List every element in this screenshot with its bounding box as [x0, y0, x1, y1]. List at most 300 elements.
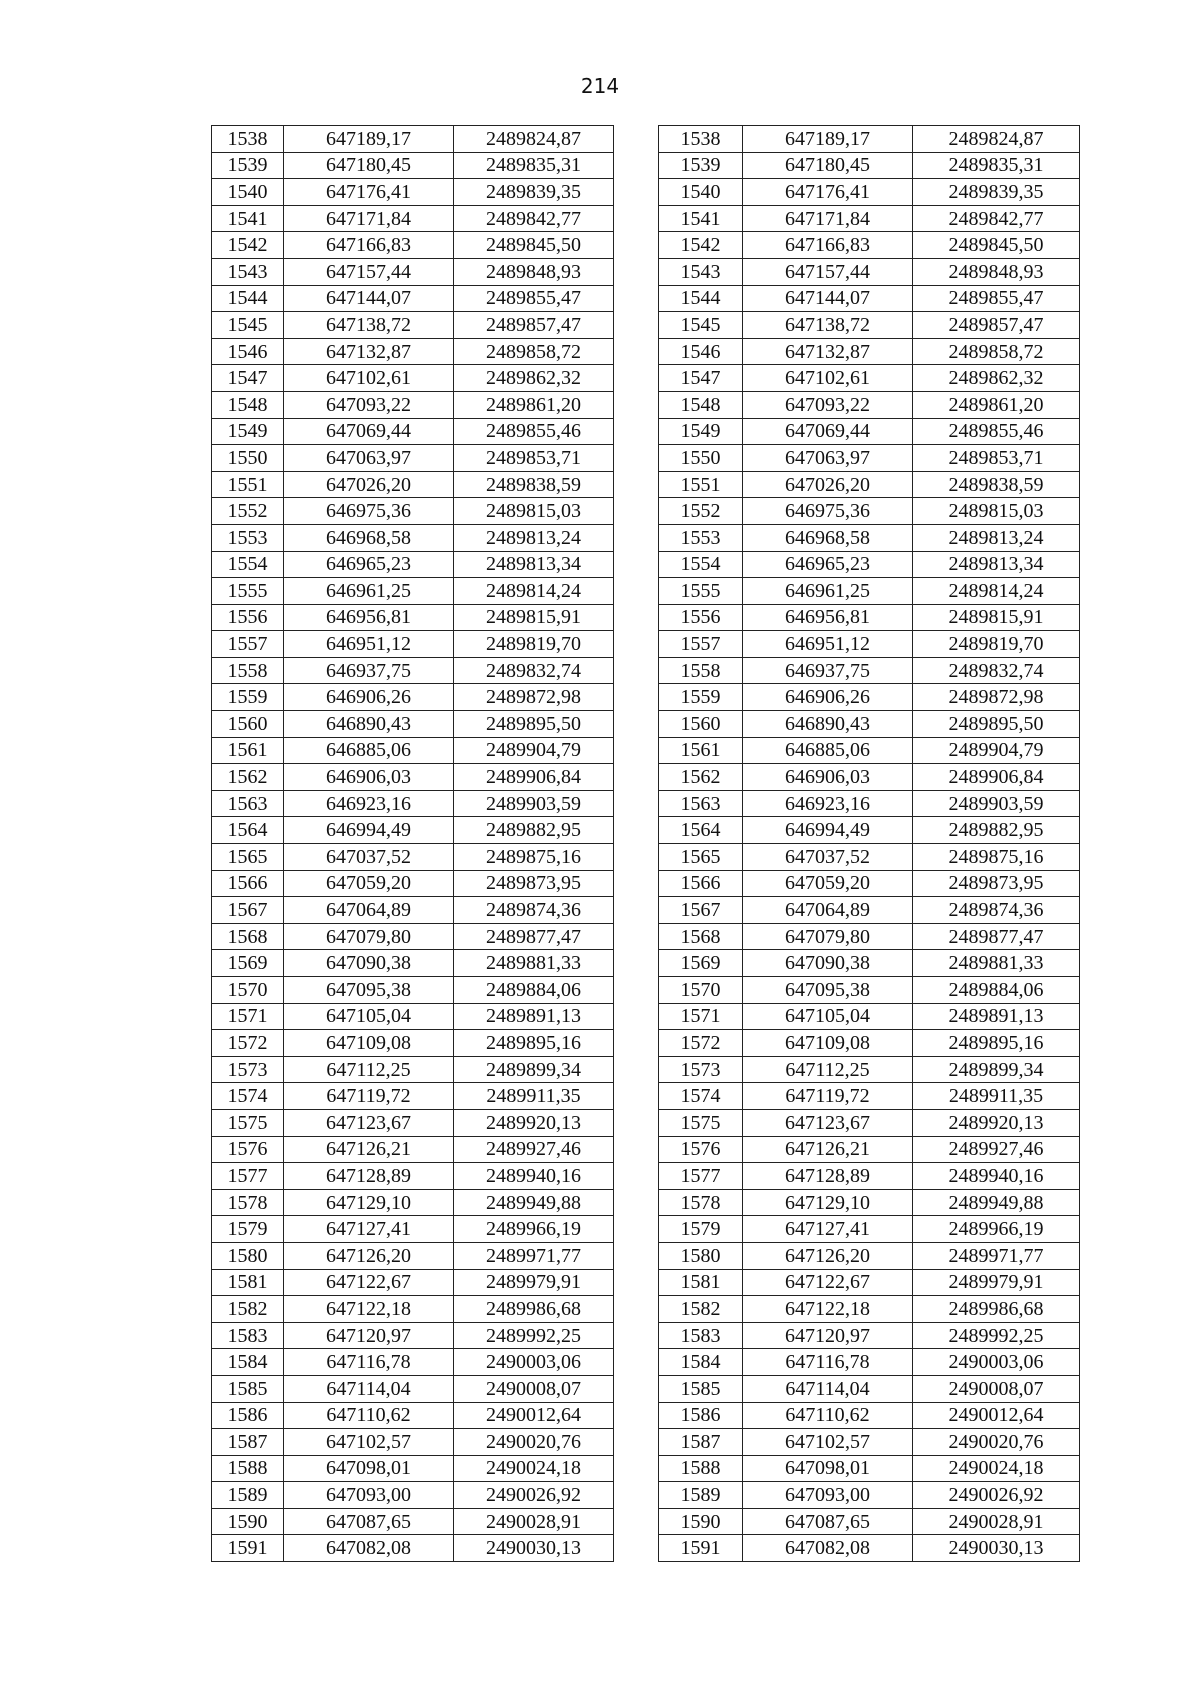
left-y-coordinate-cell: 2489920,13 — [454, 1109, 614, 1136]
column-gap — [614, 870, 659, 897]
left-x-coordinate-cell: 647129,10 — [284, 1189, 454, 1216]
right-point-number-cell: 1553 — [659, 524, 743, 551]
table-row — [212, 977, 1080, 1004]
left-x-coordinate-cell: 646937,75 — [284, 657, 454, 684]
table-row — [212, 684, 1080, 711]
left-point-number-cell: 1538 — [212, 126, 284, 153]
left-point-number-cell: 1549 — [212, 418, 284, 445]
table-row — [212, 551, 1080, 578]
right-point-number-cell: 1569 — [659, 950, 743, 977]
left-y-coordinate-cell: 2489832,74 — [454, 657, 614, 684]
right-x-coordinate-cell: 647138,72 — [743, 312, 913, 339]
table-row — [212, 790, 1080, 817]
left-point-number-cell: 1552 — [212, 498, 284, 525]
table-row — [212, 205, 1080, 232]
right-y-coordinate-cell: 2489881,33 — [913, 950, 1080, 977]
column-gap — [614, 737, 659, 764]
table-row — [212, 897, 1080, 924]
right-point-number-cell: 1559 — [659, 684, 743, 711]
column-gap — [614, 897, 659, 924]
left-y-coordinate-cell: 2489877,47 — [454, 923, 614, 950]
column-gap — [614, 312, 659, 339]
right-point-number-cell: 1588 — [659, 1455, 743, 1482]
left-point-number-cell: 1590 — [212, 1508, 284, 1535]
left-x-coordinate-cell: 647102,61 — [284, 365, 454, 392]
right-x-coordinate-cell: 647112,25 — [743, 1056, 913, 1083]
right-y-coordinate-cell: 2489979,91 — [913, 1269, 1080, 1296]
left-y-coordinate-cell: 2489838,59 — [454, 471, 614, 498]
right-x-coordinate-cell: 647037,52 — [743, 844, 913, 871]
right-point-number-cell: 1539 — [659, 152, 743, 179]
left-y-coordinate-cell: 2489815,91 — [454, 604, 614, 631]
left-y-coordinate-cell: 2489874,36 — [454, 897, 614, 924]
right-point-number-cell: 1544 — [659, 285, 743, 312]
right-point-number-cell: 1571 — [659, 1003, 743, 1030]
right-x-coordinate-cell: 647126,20 — [743, 1242, 913, 1269]
column-gap — [614, 524, 659, 551]
right-y-coordinate-cell: 2489949,88 — [913, 1189, 1080, 1216]
table-row — [212, 578, 1080, 605]
left-x-coordinate-cell: 647105,04 — [284, 1003, 454, 1030]
table-row — [212, 338, 1080, 365]
left-x-coordinate-cell: 647109,08 — [284, 1030, 454, 1057]
left-y-coordinate-cell: 2489858,72 — [454, 338, 614, 365]
right-y-coordinate-cell: 2489895,16 — [913, 1030, 1080, 1057]
left-point-number-cell: 1544 — [212, 285, 284, 312]
right-point-number-cell: 1543 — [659, 258, 743, 285]
column-gap — [614, 711, 659, 738]
left-point-number-cell: 1555 — [212, 578, 284, 605]
right-y-coordinate-cell: 2489971,77 — [913, 1242, 1080, 1269]
table-row — [212, 285, 1080, 312]
left-x-coordinate-cell: 647189,17 — [284, 126, 454, 153]
right-x-coordinate-cell: 647059,20 — [743, 870, 913, 897]
left-y-coordinate-cell: 2489891,13 — [454, 1003, 614, 1030]
right-x-coordinate-cell: 646994,49 — [743, 817, 913, 844]
right-x-coordinate-cell: 647087,65 — [743, 1508, 913, 1535]
table-row — [212, 1402, 1080, 1429]
column-gap — [614, 657, 659, 684]
left-point-number-cell: 1579 — [212, 1216, 284, 1243]
right-x-coordinate-cell: 647123,67 — [743, 1109, 913, 1136]
table-row — [212, 471, 1080, 498]
left-y-coordinate-cell: 2489881,33 — [454, 950, 614, 977]
left-point-number-cell: 1541 — [212, 205, 284, 232]
right-x-coordinate-cell: 647102,57 — [743, 1429, 913, 1456]
right-x-coordinate-cell: 647093,22 — [743, 391, 913, 418]
column-gap — [614, 471, 659, 498]
left-y-coordinate-cell: 2489857,47 — [454, 312, 614, 339]
left-x-coordinate-cell: 646923,16 — [284, 790, 454, 817]
right-point-number-cell: 1538 — [659, 126, 743, 153]
right-x-coordinate-cell: 647171,84 — [743, 205, 913, 232]
left-point-number-cell: 1547 — [212, 365, 284, 392]
right-point-number-cell: 1545 — [659, 312, 743, 339]
table-row — [212, 1375, 1080, 1402]
left-y-coordinate-cell: 2489927,46 — [454, 1136, 614, 1163]
left-point-number-cell: 1551 — [212, 471, 284, 498]
right-point-number-cell: 1577 — [659, 1163, 743, 1190]
right-point-number-cell: 1584 — [659, 1349, 743, 1376]
left-x-coordinate-cell: 647063,97 — [284, 445, 454, 472]
left-point-number-cell: 1583 — [212, 1322, 284, 1349]
table-row — [212, 232, 1080, 259]
column-gap — [614, 551, 659, 578]
column-gap — [614, 684, 659, 711]
left-x-coordinate-cell: 647119,72 — [284, 1083, 454, 1110]
left-y-coordinate-cell: 2490008,07 — [454, 1375, 614, 1402]
right-x-coordinate-cell: 647122,67 — [743, 1269, 913, 1296]
table-row — [212, 711, 1080, 738]
left-y-coordinate-cell: 2489814,24 — [454, 578, 614, 605]
left-y-coordinate-cell: 2489848,93 — [454, 258, 614, 285]
left-point-number-cell: 1567 — [212, 897, 284, 924]
left-y-coordinate-cell: 2489819,70 — [454, 631, 614, 658]
right-x-coordinate-cell: 647114,04 — [743, 1375, 913, 1402]
left-x-coordinate-cell: 647079,80 — [284, 923, 454, 950]
left-x-coordinate-cell: 647122,18 — [284, 1296, 454, 1323]
left-y-coordinate-cell: 2490030,13 — [454, 1535, 614, 1562]
right-point-number-cell: 1563 — [659, 790, 743, 817]
left-x-coordinate-cell: 647132,87 — [284, 338, 454, 365]
right-y-coordinate-cell: 2489872,98 — [913, 684, 1080, 711]
left-point-number-cell: 1562 — [212, 764, 284, 791]
column-gap — [614, 817, 659, 844]
right-x-coordinate-cell: 647119,72 — [743, 1083, 913, 1110]
left-y-coordinate-cell: 2490026,92 — [454, 1482, 614, 1509]
column-gap — [614, 179, 659, 206]
left-x-coordinate-cell: 646994,49 — [284, 817, 454, 844]
left-point-number-cell: 1589 — [212, 1482, 284, 1509]
right-x-coordinate-cell: 647082,08 — [743, 1535, 913, 1562]
left-point-number-cell: 1548 — [212, 391, 284, 418]
right-y-coordinate-cell: 2490008,07 — [913, 1375, 1080, 1402]
table-row — [212, 1429, 1080, 1456]
right-x-coordinate-cell: 647122,18 — [743, 1296, 913, 1323]
left-y-coordinate-cell: 2490020,76 — [454, 1429, 614, 1456]
right-point-number-cell: 1586 — [659, 1402, 743, 1429]
right-point-number-cell: 1552 — [659, 498, 743, 525]
right-point-number-cell: 1558 — [659, 657, 743, 684]
left-point-number-cell: 1568 — [212, 923, 284, 950]
left-x-coordinate-cell: 646968,58 — [284, 524, 454, 551]
right-x-coordinate-cell: 647026,20 — [743, 471, 913, 498]
left-point-number-cell: 1578 — [212, 1189, 284, 1216]
column-gap — [614, 1242, 659, 1269]
column-gap — [614, 1482, 659, 1509]
right-x-coordinate-cell: 646975,36 — [743, 498, 913, 525]
right-y-coordinate-cell: 2489839,35 — [913, 179, 1080, 206]
left-y-coordinate-cell: 2489882,95 — [454, 817, 614, 844]
left-y-coordinate-cell: 2489906,84 — [454, 764, 614, 791]
column-gap — [614, 950, 659, 977]
column-gap — [614, 1003, 659, 1030]
left-y-coordinate-cell: 2489986,68 — [454, 1296, 614, 1323]
left-point-number-cell: 1577 — [212, 1163, 284, 1190]
left-point-number-cell: 1591 — [212, 1535, 284, 1562]
column-gap — [614, 258, 659, 285]
right-y-coordinate-cell: 2489858,72 — [913, 338, 1080, 365]
table-row — [212, 737, 1080, 764]
left-x-coordinate-cell: 647114,04 — [284, 1375, 454, 1402]
right-x-coordinate-cell: 647079,80 — [743, 923, 913, 950]
left-point-number-cell: 1564 — [212, 817, 284, 844]
left-x-coordinate-cell: 646906,03 — [284, 764, 454, 791]
table-row — [212, 391, 1080, 418]
left-y-coordinate-cell: 2489949,88 — [454, 1189, 614, 1216]
table-row — [212, 418, 1080, 445]
column-gap — [614, 1322, 659, 1349]
column-gap — [614, 1535, 659, 1562]
right-x-coordinate-cell: 646968,58 — [743, 524, 913, 551]
left-point-number-cell: 1543 — [212, 258, 284, 285]
table-row — [212, 870, 1080, 897]
column-gap — [614, 365, 659, 392]
column-gap — [614, 977, 659, 1004]
table-row — [212, 1322, 1080, 1349]
column-gap — [614, 232, 659, 259]
right-x-coordinate-cell: 646951,12 — [743, 631, 913, 658]
right-y-coordinate-cell: 2489815,03 — [913, 498, 1080, 525]
right-point-number-cell: 1585 — [659, 1375, 743, 1402]
left-point-number-cell: 1539 — [212, 152, 284, 179]
left-y-coordinate-cell: 2489940,16 — [454, 1163, 614, 1190]
column-gap — [614, 790, 659, 817]
right-point-number-cell: 1542 — [659, 232, 743, 259]
right-point-number-cell: 1573 — [659, 1056, 743, 1083]
left-x-coordinate-cell: 647123,67 — [284, 1109, 454, 1136]
right-point-number-cell: 1567 — [659, 897, 743, 924]
right-point-number-cell: 1566 — [659, 870, 743, 897]
table-row — [212, 844, 1080, 871]
right-y-coordinate-cell: 2489819,70 — [913, 631, 1080, 658]
right-y-coordinate-cell: 2490003,06 — [913, 1349, 1080, 1376]
left-y-coordinate-cell: 2489971,77 — [454, 1242, 614, 1269]
right-point-number-cell: 1547 — [659, 365, 743, 392]
right-y-coordinate-cell: 2489814,24 — [913, 578, 1080, 605]
left-y-coordinate-cell: 2489813,24 — [454, 524, 614, 551]
left-point-number-cell: 1546 — [212, 338, 284, 365]
column-gap — [614, 844, 659, 871]
right-y-coordinate-cell: 2489906,84 — [913, 764, 1080, 791]
table-row — [212, 950, 1080, 977]
right-point-number-cell: 1572 — [659, 1030, 743, 1057]
right-y-coordinate-cell: 2489875,16 — [913, 844, 1080, 871]
left-point-number-cell: 1563 — [212, 790, 284, 817]
column-gap — [614, 1429, 659, 1456]
right-point-number-cell: 1541 — [659, 205, 743, 232]
right-y-coordinate-cell: 2489813,34 — [913, 551, 1080, 578]
table-row — [212, 312, 1080, 339]
right-x-coordinate-cell: 646937,75 — [743, 657, 913, 684]
right-x-coordinate-cell: 647180,45 — [743, 152, 913, 179]
left-point-number-cell: 1580 — [212, 1242, 284, 1269]
right-y-coordinate-cell: 2489940,16 — [913, 1163, 1080, 1190]
right-point-number-cell: 1564 — [659, 817, 743, 844]
table-row — [212, 657, 1080, 684]
right-y-coordinate-cell: 2489986,68 — [913, 1296, 1080, 1323]
left-y-coordinate-cell: 2489862,32 — [454, 365, 614, 392]
left-point-number-cell: 1542 — [212, 232, 284, 259]
right-y-coordinate-cell: 2490020,76 — [913, 1429, 1080, 1456]
right-y-coordinate-cell: 2489855,47 — [913, 285, 1080, 312]
right-point-number-cell: 1549 — [659, 418, 743, 445]
left-point-number-cell: 1574 — [212, 1083, 284, 1110]
left-point-number-cell: 1573 — [212, 1056, 284, 1083]
right-y-coordinate-cell: 2489861,20 — [913, 391, 1080, 418]
left-x-coordinate-cell: 646965,23 — [284, 551, 454, 578]
left-x-coordinate-cell: 647138,72 — [284, 312, 454, 339]
column-gap — [614, 152, 659, 179]
right-y-coordinate-cell: 2489891,13 — [913, 1003, 1080, 1030]
left-y-coordinate-cell: 2489815,03 — [454, 498, 614, 525]
table-body — [212, 126, 1080, 1562]
left-point-number-cell: 1557 — [212, 631, 284, 658]
right-y-coordinate-cell: 2490012,64 — [913, 1402, 1080, 1429]
right-point-number-cell: 1568 — [659, 923, 743, 950]
column-gap — [614, 1402, 659, 1429]
left-y-coordinate-cell: 2489861,20 — [454, 391, 614, 418]
left-x-coordinate-cell: 646961,25 — [284, 578, 454, 605]
right-y-coordinate-cell: 2490030,13 — [913, 1535, 1080, 1562]
left-x-coordinate-cell: 647082,08 — [284, 1535, 454, 1562]
left-point-number-cell: 1570 — [212, 977, 284, 1004]
right-point-number-cell: 1587 — [659, 1429, 743, 1456]
left-x-coordinate-cell: 647122,67 — [284, 1269, 454, 1296]
right-point-number-cell: 1555 — [659, 578, 743, 605]
left-x-coordinate-cell: 647176,41 — [284, 179, 454, 206]
left-point-number-cell: 1575 — [212, 1109, 284, 1136]
left-point-number-cell: 1576 — [212, 1136, 284, 1163]
left-y-coordinate-cell: 2489903,59 — [454, 790, 614, 817]
table-row — [212, 1508, 1080, 1535]
right-y-coordinate-cell: 2489824,87 — [913, 126, 1080, 153]
table-row — [212, 764, 1080, 791]
right-point-number-cell: 1554 — [659, 551, 743, 578]
right-y-coordinate-cell: 2490026,92 — [913, 1482, 1080, 1509]
column-gap — [614, 1455, 659, 1482]
right-y-coordinate-cell: 2489874,36 — [913, 897, 1080, 924]
right-point-number-cell: 1580 — [659, 1242, 743, 1269]
left-point-number-cell: 1586 — [212, 1402, 284, 1429]
right-y-coordinate-cell: 2489884,06 — [913, 977, 1080, 1004]
right-y-coordinate-cell: 2489842,77 — [913, 205, 1080, 232]
page-number: 214 — [580, 74, 620, 98]
right-y-coordinate-cell: 2489813,24 — [913, 524, 1080, 551]
left-x-coordinate-cell: 647064,89 — [284, 897, 454, 924]
column-gap — [614, 338, 659, 365]
left-x-coordinate-cell: 647180,45 — [284, 152, 454, 179]
right-y-coordinate-cell: 2489899,34 — [913, 1056, 1080, 1083]
left-x-coordinate-cell: 647116,78 — [284, 1349, 454, 1376]
left-y-coordinate-cell: 2489911,35 — [454, 1083, 614, 1110]
right-x-coordinate-cell: 646965,23 — [743, 551, 913, 578]
right-x-coordinate-cell: 646906,26 — [743, 684, 913, 711]
column-gap — [614, 445, 659, 472]
right-x-coordinate-cell: 647189,17 — [743, 126, 913, 153]
left-point-number-cell: 1565 — [212, 844, 284, 871]
right-x-coordinate-cell: 647127,41 — [743, 1216, 913, 1243]
column-gap — [614, 1269, 659, 1296]
right-x-coordinate-cell: 647090,38 — [743, 950, 913, 977]
column-gap — [614, 1136, 659, 1163]
right-x-coordinate-cell: 647110,62 — [743, 1402, 913, 1429]
table-row — [212, 1030, 1080, 1057]
right-y-coordinate-cell: 2490024,18 — [913, 1455, 1080, 1482]
table-row — [212, 524, 1080, 551]
left-point-number-cell: 1572 — [212, 1030, 284, 1057]
right-x-coordinate-cell: 647093,00 — [743, 1482, 913, 1509]
left-x-coordinate-cell: 647093,22 — [284, 391, 454, 418]
left-x-coordinate-cell: 647110,62 — [284, 1402, 454, 1429]
left-point-number-cell: 1560 — [212, 711, 284, 738]
left-point-number-cell: 1582 — [212, 1296, 284, 1323]
right-x-coordinate-cell: 647095,38 — [743, 977, 913, 1004]
left-point-number-cell: 1550 — [212, 445, 284, 472]
right-point-number-cell: 1550 — [659, 445, 743, 472]
left-point-number-cell: 1556 — [212, 604, 284, 631]
right-x-coordinate-cell: 646906,03 — [743, 764, 913, 791]
column-gap — [614, 498, 659, 525]
table-row — [212, 126, 1080, 153]
column-gap — [614, 923, 659, 950]
right-point-number-cell: 1562 — [659, 764, 743, 791]
left-x-coordinate-cell: 647144,07 — [284, 285, 454, 312]
right-x-coordinate-cell: 646885,06 — [743, 737, 913, 764]
left-x-coordinate-cell: 647157,44 — [284, 258, 454, 285]
left-point-number-cell: 1588 — [212, 1455, 284, 1482]
column-gap — [614, 578, 659, 605]
right-point-number-cell: 1551 — [659, 471, 743, 498]
right-point-number-cell: 1589 — [659, 1482, 743, 1509]
left-x-coordinate-cell: 647112,25 — [284, 1056, 454, 1083]
left-x-coordinate-cell: 647120,97 — [284, 1322, 454, 1349]
left-x-coordinate-cell: 647126,21 — [284, 1136, 454, 1163]
right-point-number-cell: 1570 — [659, 977, 743, 1004]
table-row — [212, 152, 1080, 179]
left-point-number-cell: 1584 — [212, 1349, 284, 1376]
column-gap — [614, 1508, 659, 1535]
left-point-number-cell: 1553 — [212, 524, 284, 551]
table-row — [212, 1003, 1080, 1030]
right-y-coordinate-cell: 2489920,13 — [913, 1109, 1080, 1136]
left-y-coordinate-cell: 2490024,18 — [454, 1455, 614, 1482]
table-row — [212, 1083, 1080, 1110]
right-y-coordinate-cell: 2489853,71 — [913, 445, 1080, 472]
left-y-coordinate-cell: 2489835,31 — [454, 152, 614, 179]
right-x-coordinate-cell: 646956,81 — [743, 604, 913, 631]
left-x-coordinate-cell: 647128,89 — [284, 1163, 454, 1190]
table-row — [212, 1136, 1080, 1163]
left-y-coordinate-cell: 2490028,91 — [454, 1508, 614, 1535]
table-row — [212, 631, 1080, 658]
left-y-coordinate-cell: 2490012,64 — [454, 1402, 614, 1429]
right-point-number-cell: 1546 — [659, 338, 743, 365]
right-y-coordinate-cell: 2489855,46 — [913, 418, 1080, 445]
right-y-coordinate-cell: 2489835,31 — [913, 152, 1080, 179]
left-y-coordinate-cell: 2489904,79 — [454, 737, 614, 764]
column-gap — [614, 1109, 659, 1136]
right-x-coordinate-cell: 647063,97 — [743, 445, 913, 472]
left-point-number-cell: 1581 — [212, 1269, 284, 1296]
left-y-coordinate-cell: 2489845,50 — [454, 232, 614, 259]
table-row — [212, 1163, 1080, 1190]
column-gap — [614, 631, 659, 658]
column-gap — [614, 1030, 659, 1057]
left-point-number-cell: 1554 — [212, 551, 284, 578]
table-row — [212, 1056, 1080, 1083]
right-x-coordinate-cell: 647116,78 — [743, 1349, 913, 1376]
